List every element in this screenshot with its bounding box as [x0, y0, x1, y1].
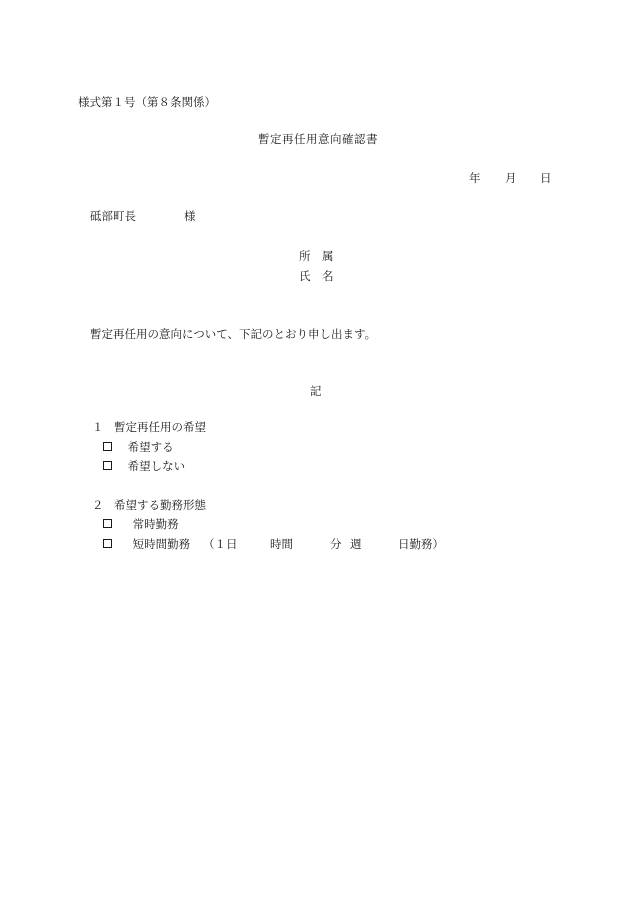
- document-title: 暫定再任用意向確認書: [258, 132, 378, 146]
- date-year-label: 年: [469, 171, 481, 185]
- statement-text: 暫定再任用の意向について、下記のとおり申し出ます。: [90, 327, 377, 341]
- parttime-hours-label: 時間: [270, 537, 293, 551]
- option-parttime[interactable]: [103, 536, 190, 552]
- checkbox-icon[interactable]: [103, 461, 112, 470]
- section2-number: ２: [92, 498, 104, 512]
- section1-number: １: [92, 420, 104, 434]
- parttime-minutes-label: 分: [330, 537, 342, 551]
- section2-heading: 希望する勤務形態: [114, 498, 206, 512]
- name-label: 氏 名: [299, 269, 334, 283]
- addressee-honorific: 様: [184, 209, 196, 223]
- parttime-open: （１日: [203, 537, 238, 551]
- option-fulltime[interactable]: [103, 516, 179, 532]
- option-hope-yes[interactable]: [103, 439, 174, 455]
- option-label: 短時間勤務: [132, 537, 191, 551]
- parttime-days-close: 日勤務）: [398, 537, 444, 551]
- form-number: 様式第１号（第８条関係）: [78, 95, 216, 109]
- option-label: 希望する: [127, 440, 174, 454]
- parttime-week-label: 週: [350, 537, 362, 551]
- option-hope-no[interactable]: [103, 458, 185, 474]
- checkbox-icon[interactable]: [103, 442, 112, 451]
- date-month-label: 月: [505, 171, 517, 185]
- date-day-label: 日: [540, 171, 552, 185]
- ki-heading: 記: [310, 384, 322, 398]
- checkbox-icon[interactable]: [103, 519, 112, 528]
- addressee-name: 砥部町長: [90, 209, 136, 223]
- checkbox-icon[interactable]: [103, 539, 112, 548]
- affiliation-label: 所 属: [299, 249, 334, 263]
- section1-heading: 暫定再任用の希望: [114, 420, 206, 434]
- option-label: 常時勤務: [132, 517, 179, 531]
- option-label: 希望しない: [127, 459, 186, 473]
